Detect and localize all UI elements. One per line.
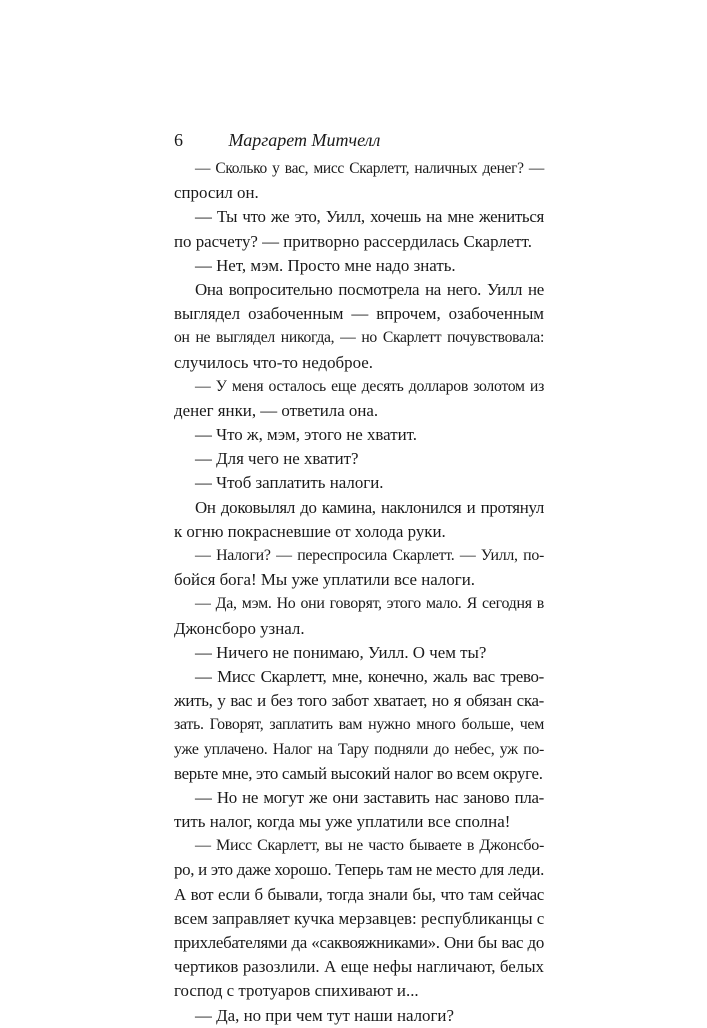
text-line: — Налоги? — переспросила Скарлетт. — Уилл, по- <box>195 547 544 564</box>
text-line: — Да, мэм. Но они говорят, этого мало. Я сегодня в <box>195 595 544 613</box>
text-line: спросил он. <box>174 183 259 203</box>
body-text <box>174 157 544 1028</box>
text-line: — Нет, мэм. Просто мне надо знать. <box>195 255 456 275</box>
text-line: — Мисс Скарлетт, вы не часто бываете в Джонсбо- <box>195 837 544 855</box>
text-line: Он доковылял до камина, наклонился и протянул <box>195 497 544 517</box>
text-line: бойся бога! Мы уже уплатили все налоги. <box>174 570 475 590</box>
text-line: выглядел озабоченным — впрочем, озабоченным <box>174 304 544 324</box>
text-line: прихлебателями да «саквояжниками». Они бы вас до <box>174 933 544 952</box>
text-line: Она вопросительно посмотрела на него. Уилл не <box>195 279 544 299</box>
text-line: денег янки, — ответила она. <box>174 400 379 420</box>
text-line: по расчету? — притворно рассердилась Скарлетт. <box>174 231 533 251</box>
text-line: — Ты что же это, Уилл, хочешь на мне жениться <box>195 207 544 227</box>
page-number: 6 <box>174 130 183 150</box>
text-line: — Сколько у вас, мисс Скарлетт, наличных денег? — <box>195 160 544 177</box>
text-line: верьте мне, это самый высокий налог во всем округе. <box>174 763 543 783</box>
text-line: — Ничего не понимаю, Уилл. О чем ты? <box>195 642 487 662</box>
text-line: ро, и это даже хорошо. Теперь там не место для леди. <box>174 860 544 880</box>
text-line: зать. Говорят, заплатить вам нужно много больше, чем <box>174 716 544 734</box>
text-line: А вот если б бывали, тогда знали бы, что там сейчас <box>174 884 544 904</box>
text-line: — Для чего не хватит? <box>195 449 359 469</box>
text-line: чертиков разозлили. А еще нефы нагличают, белых <box>174 957 544 977</box>
text-line: тить налог, когда мы уже уплатили все сполна! <box>174 812 511 832</box>
text-line: всем заправляет кучка мерзавцев: республиканцы с <box>174 908 545 928</box>
text-line: он не выглядел никогда, — но Скарлетт почувствовала: <box>174 329 544 347</box>
text-line: Джонсборо узнал. <box>174 618 305 638</box>
text-line: к огню покрасневшие от холода руки. <box>174 521 446 541</box>
text-line: — Чтоб заплатить налоги. <box>195 473 384 493</box>
text-line: — Но не могут же они заставить нас заново пла- <box>195 787 544 807</box>
running-title: Маргарет Митчелл <box>228 130 381 150</box>
text-line: господ с тротуаров спихивают и... <box>174 981 419 1001</box>
text-line: случилось что-то недоброе. <box>174 352 373 372</box>
text-line: — Да, но при чем тут наши налоги? <box>195 1005 454 1025</box>
text-line: жить, у вас и без того забот хватает, но я обязан ска- <box>174 691 544 711</box>
text-line: — Мисс Скарлетт, мне, конечно, жаль вас трево- <box>195 666 544 686</box>
text-line: уже уплачено. Налог на Тару подняли до небес, уж по- <box>174 740 544 758</box>
text-line: — У меня осталось еще десять долларов золотом из <box>195 377 544 395</box>
text-line: — Что ж, мэм, этого не хватит. <box>195 425 417 445</box>
running-header <box>174 128 534 152</box>
